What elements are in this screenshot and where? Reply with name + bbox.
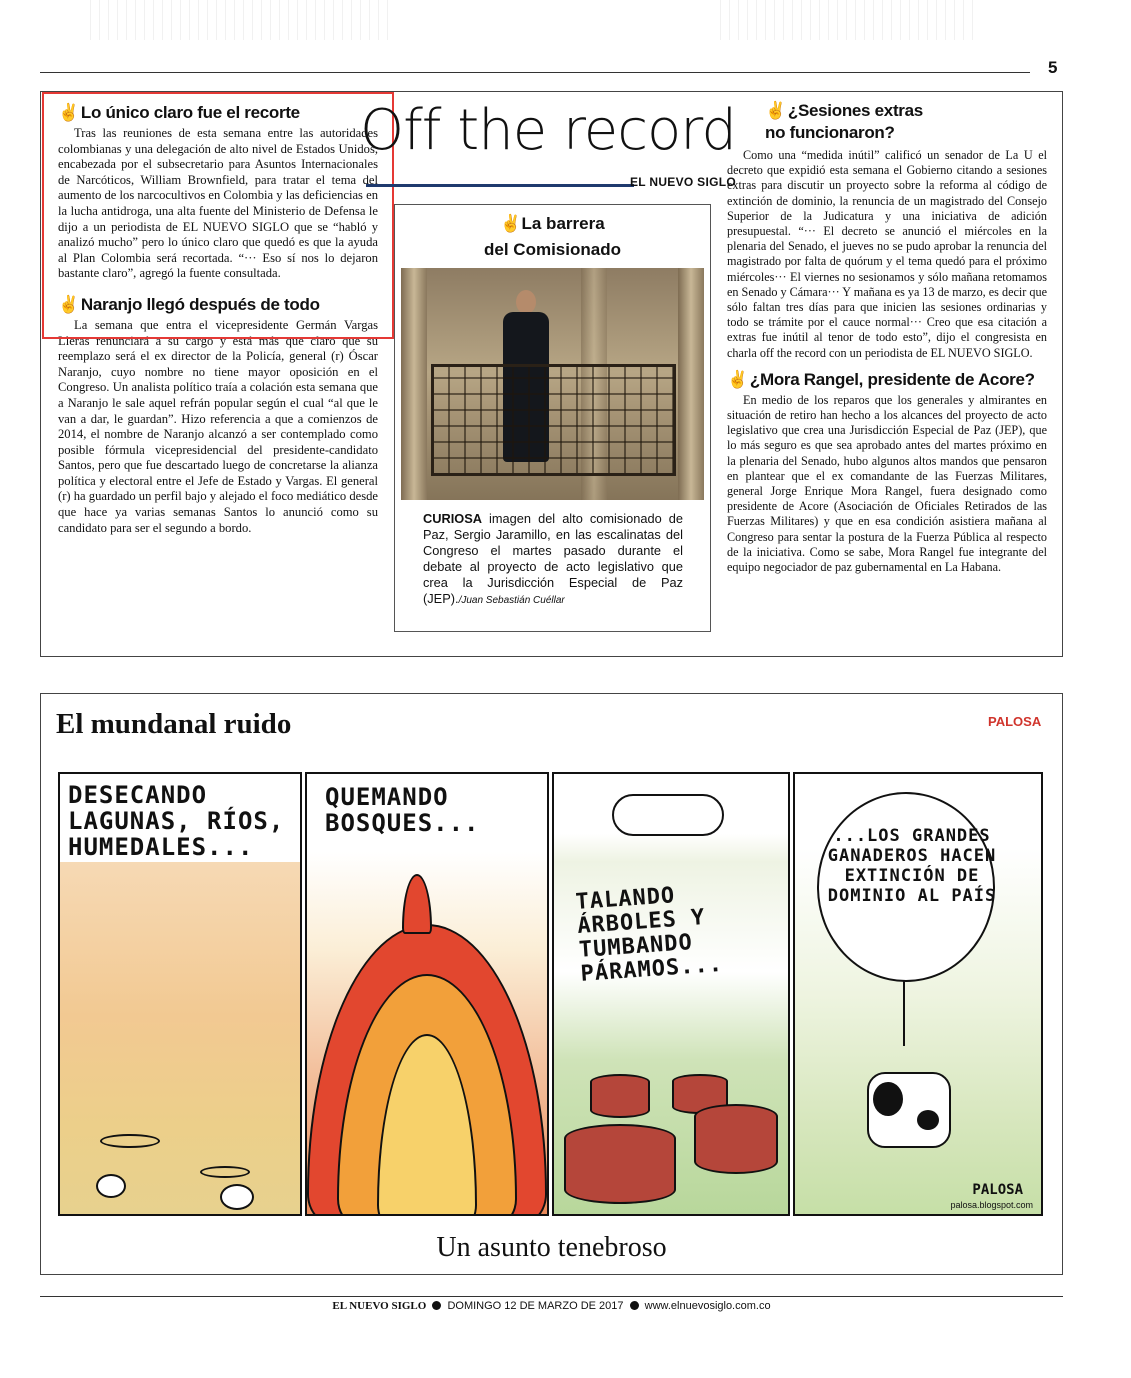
page-footer bbox=[0, 1300, 1103, 1312]
headline-sesiones: ✌ ¿Sesiones extras no funcionaron? bbox=[765, 101, 923, 142]
speech-bubble-tail bbox=[903, 980, 905, 1046]
photo-box bbox=[394, 204, 711, 632]
victory-hand-icon: ✌ bbox=[727, 369, 748, 389]
bullet-icon bbox=[630, 1301, 639, 1310]
news-photo bbox=[401, 268, 704, 500]
scan-dots bbox=[720, 0, 980, 40]
victory-hand-icon: ✌ bbox=[58, 103, 79, 122]
headline-naranjo: ✌ Naranjo llegó después de todo bbox=[58, 294, 320, 314]
fire-icon bbox=[402, 874, 432, 934]
right-column bbox=[727, 100, 1047, 575]
article-sesiones bbox=[727, 100, 1047, 361]
tree-stump-icon bbox=[590, 1074, 650, 1118]
victory-hand-icon: ✌ bbox=[58, 294, 79, 314]
photo-pillar bbox=[678, 268, 704, 500]
skull-icon bbox=[96, 1174, 126, 1198]
footer-url[interactable]: www.elnuevosiglo.com.co bbox=[644, 1300, 771, 1312]
article-body-naranjo: La semana que entra el vicepresidente Germán Vargas Lleras renunciará a su cargo y está más que claro que su reemplazo será el ex director de la Policía, general (r) Óscar Naranjo, cuyo nombre no tiene mayor oposición en el Congreso. Un analista político traía a colación esta semana que a Naranjo le sale aquel refrán popular según el cual “al que le van a dar, le guardan”. Hizo referencia a que a comienzos de 2014, el nombre de Naranjo alcanzó a ser contemplado como posible fórmula vicepresidencial del presidente-candidato Santos, pero que fue descartado luego de concretarse la alianza política y electoral entre el Jefe de Estado y Vargas. El general (r) ha guardado un perfil bajo y alejado el foco mediático desde que hace ya varias semanas Santos lo anunció como su candidato para ser el segundo a bordo. bbox=[58, 317, 378, 535]
masthead bbox=[356, 98, 746, 198]
skull-icon bbox=[220, 1184, 254, 1210]
cow-icon bbox=[867, 1072, 951, 1148]
headline-comisionado: ✌La barrera del Comisionado bbox=[484, 214, 621, 259]
comic-blog: palosa.blogspot.com bbox=[950, 1200, 1033, 1210]
comic-panel-2 bbox=[305, 772, 549, 1216]
section-title: Off the record bbox=[360, 98, 736, 163]
cloud-icon bbox=[612, 794, 724, 836]
bullet-icon bbox=[432, 1301, 441, 1310]
panel-text: DESECANDO LAGUNAS, RÍOS, HUMEDALES... bbox=[68, 781, 285, 861]
panel-text: TALANDO ÁRBOLES Y TUMBANDO PÁRAMOS... bbox=[574, 883, 724, 987]
panel-text: QUEMANDO BOSQUES... bbox=[325, 783, 480, 837]
article-body-sesiones: Como una “medida inútil” calificó un senador de La U el decreto que expidió esta semana el Gobierno citando a sesiones extras para discutir un proyecto sobre la reforma al código de extinción de dominio, la renuncia de un magistrado del Consejo Superior de la Judicatura y una iniciativa de adición presupuestal. “··· El decreto se anunció el miércoles en la plenaria del Senado, el jueves no se pudo aprobar la renuncia del magistrado por falta de quórum y el tema quedó para el próximo miércoles··· El viernes no sesionamos y sólo mañana retomamos en Senado y Cámara··· Y mañana es ya 13 de marzo, es decir que sólo faltan tres días para que inicien las sesiones ordinarias y todo se trámite por el cauce normal··· Creo que esa citación a extras fue inútil al tenor de todo esto”, dijo el congresista en charla off the record con un periodista de EL NUEVO SIGLO. bbox=[727, 148, 1047, 360]
photo-railing bbox=[431, 364, 676, 476]
panel-text: ...LOS GRANDES GANADEROS HACEN EXTINCIÓN DE DOMINIO AL PAÍS bbox=[827, 826, 997, 906]
comic-signature: PALOSA bbox=[972, 1182, 1023, 1198]
article-body-recorte: Tras las reuniones de esta semana entre las autoridades colombianas y una delegación de alto nivel de Estados Unidos, encabezada por el subsecretario para Asuntos Internacionales de Narcóticos, William Brownfield, para tratar el tema del aumento de los narcocultivos en Colombia y las deficiencias en la lucha antidroga, una alta fuente del Ministerio de Defensa le dijo a un periodista de EL NUEVO SIGLO que se “habló y analizó mucho” pero lo único claro que quedó es que la ayuda al Plan Colombia será recortada. “··· Eso sí nos lo dejaron bastante claro”, agregó la fuente consultada. bbox=[58, 126, 378, 281]
victory-hand-icon: ✌ bbox=[500, 214, 522, 233]
dead-fish-icon bbox=[100, 1134, 160, 1148]
page-number: 5 bbox=[1048, 58, 1058, 77]
comic-panel-1 bbox=[58, 772, 302, 1216]
masthead-rule bbox=[366, 184, 634, 187]
footer-date: DOMINGO 12 DE MARZO DE 2017 bbox=[447, 1300, 624, 1312]
bottom-rule bbox=[40, 1296, 1063, 1297]
tree-stump-icon bbox=[694, 1104, 778, 1174]
article-acore bbox=[727, 369, 1047, 575]
dead-fish-icon bbox=[200, 1166, 250, 1178]
top-rule bbox=[40, 72, 1030, 73]
victory-hand-icon: ✌ bbox=[765, 101, 786, 120]
headline-acore: ✌ ¿Mora Rangel, presidente de Acore? bbox=[727, 369, 1035, 389]
comic-panel-3 bbox=[552, 772, 790, 1216]
headline-recorte: ✌ Lo único claro fue el recorte bbox=[58, 103, 300, 122]
comic-title: El mundanal ruido bbox=[56, 708, 292, 740]
photo-credit: /Juan Sebastián Cuéllar bbox=[458, 595, 565, 606]
comic-caption: Un asunto tenebroso bbox=[436, 1232, 667, 1263]
article-body-acore: En medio de los reparos que los generales y almirantes en situación de retiro han hecho a los alcances del proyecto de acto legislativo que crea una Jurisdicción Especial de Paz (JEP), que lo más seguro es que sea aprobado antes del martes próximo en la plenaria del Senado, hubo algunos altos mandos que pensaron en plantear que el ex comandante de las Fuerzas Militares, general Jorge Enrique Mora Rangel, fuera designado como presidente de Acore (Asociación de Oficiales Retirados de las Fuerzas Militares) y que en esa condición asistiera mañana al Congreso para sentar la postura de la Fuerza Pública al respecto de la iniciativa. Como se sabe, Mora Rangel fue integrante del equipo negociador de paz gubernamental en La Habana. bbox=[727, 392, 1047, 575]
footer-brand: EL NUEVO SIGLO bbox=[332, 1300, 427, 1312]
tree-stump-icon bbox=[564, 1124, 676, 1204]
comic-author: PALOSA bbox=[988, 714, 1042, 729]
comic-panel-4 bbox=[793, 772, 1043, 1216]
scan-dots bbox=[90, 0, 390, 40]
photo-pillar bbox=[401, 268, 427, 500]
highlight-box bbox=[42, 92, 394, 339]
brand-label: EL NUEVO SIGLO bbox=[630, 175, 736, 189]
photo-caption: CURIOSA imagen del alto comisionado de Paz, Sergio Jaramillo, en las escalinatas del Congreso el martes pasado durante el debate al proyecto de acto legislativo que crea la Jurisdicción Especial de Paz (JEP)./Juan Sebastián Cuéllar bbox=[423, 511, 683, 606]
